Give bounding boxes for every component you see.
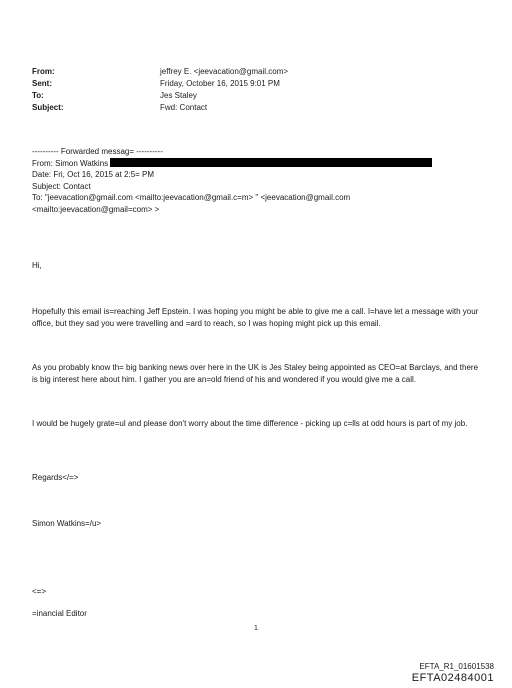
to-row (32, 90, 288, 102)
forwarded-block (32, 146, 472, 215)
subject-value: Fwd: Contact (160, 103, 208, 112)
subject-row (32, 102, 288, 114)
forwarded-subject: Subject: Contact (32, 181, 91, 191)
bates-stamp-2: EFTA02484001 (411, 672, 494, 684)
from-value: jeffrey E. <jeevacation@gmail.com> (160, 67, 289, 76)
forwarded-from-line (32, 158, 472, 170)
from-label: From: (32, 67, 55, 76)
to-value: Jes Staley (160, 91, 197, 100)
paragraph-3: I would be hugely grate=ul and please don't worry about the time difference - picking up c=lls at odd hours is part of my job. (32, 419, 468, 428)
redaction-bar (110, 158, 432, 167)
paragraph-2: As you probably know th= big banking news over here in the UK is Jes Staley being appointed as CEO=at Barclays, and there is big interest here about him. I gather you are an=old friend of his and wondered if you would give me a call. (32, 363, 479, 384)
sent-label: Sent: (32, 79, 52, 88)
forwarded-date: Date: Fri, Oct 16, 2015 at 2:5= PM (32, 170, 155, 179)
sent-value: Friday, October 16, 2015 9:01 PM (160, 79, 280, 88)
forwarded-to-line2: <mailto:jeevacation@gmail=com> > (32, 204, 160, 214)
forwarded-marker: ---------- Forwarded messag= ---------- (32, 147, 163, 156)
email-header (32, 66, 288, 114)
sent-row (32, 78, 288, 90)
closing-tag: <=> (32, 587, 47, 596)
page-number: 1 (254, 625, 258, 632)
from-row (32, 66, 288, 78)
signature: Simon Watkins=/u> (32, 519, 102, 528)
greeting: Hi, (32, 261, 42, 270)
paragraph-1: Hopefully this email is=reaching Jeff Epstein. I was hoping you might be able to give me a call. I=have let a message with your office, but they sad you were travelling and =ard to reach, so I was hoping might pick up this email. (32, 307, 479, 328)
to-label: To: (32, 91, 44, 100)
forwarded-from: From: Simon Watkins (32, 158, 109, 168)
bates-stamp-1: EFTA_R1_01601538 (419, 662, 494, 671)
subject-label: Subject: (32, 103, 64, 112)
regards: Regards</=> (32, 473, 79, 482)
job-title: =inancial Editor (32, 609, 87, 618)
forwarded-to-line1: To: "jeevacation@gmail.com <mailto:jeevacation@gmail.c=m> " <jeevacation@gmail.com (32, 193, 351, 202)
